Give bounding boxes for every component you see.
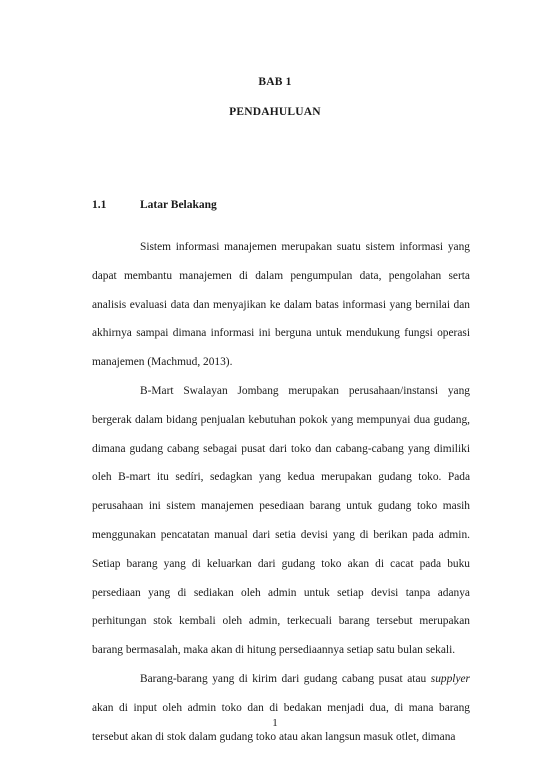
- chapter-number: BAB 1: [258, 76, 292, 88]
- section-heading: [92, 199, 217, 211]
- page-number: 1: [272, 717, 278, 729]
- paragraph-1: Sistem informasi manajemen merupakan suatu sistem informasi yang dapat membantu manajemen di dalam pengumpulan data, pengolahan serta analisis evaluasi data dan menyajikan ke dalam batas informasi yang bernilai dan akhirnya sampai dimana informasi ini berguna untuk mendukung fungsi operasi manajemen (Machmud, 2013).: [92, 241, 470, 369]
- paragraph-3-text-end: akan di input oleh admin toko dan di bedakan menjadi dua, di mana barang tersebut akan di stok dalam gudang toko atau akan langsun masuk otlet, dimana: [92, 701, 470, 743]
- paragraph-2: B-Mart Swalayan Jombang merupakan perusahaan/instansi yang bergerak dalam bidang penjualan kebutuhan pokok yang mempunyai dua gudang, dimana gudang cabang sebagai pusat dari toko dan cabang-cabang yang dimiliki oleh B-mart itu sedíri, sedagkan yang kedua merupakan gudang toko. Pada perusahaan ini sistem manajemen pesediaan barang untuk gudang toko masih menggunakan pencatatan manual dari setia devisi yang di berikan pada admin. Setiap barang yang di keluarkan dari gudang toko akan di cacat pada buku persediaan yang di sediakan oleh admin untuk setiap devisi tanpa adanya perhitungan stok kembali oleh admin, terkecuali barang tersebut merupakan barang bermasalah, maka akan di hitung persediaannya setiap satu bulan sekali.: [92, 384, 470, 657]
- paragraph-3-emphasis: supplyer: [430, 672, 470, 685]
- section-number: 1.1: [92, 199, 107, 211]
- section-title: Latar Belakang: [140, 199, 217, 211]
- paragraph-3: [92, 665, 470, 751]
- body-text: [92, 233, 470, 751]
- chapter-title: PENDAHULUAN: [229, 106, 321, 118]
- paragraph-3-text-start: Barang-barang yang di kirim dari gudang cabang pusat atau: [140, 672, 431, 685]
